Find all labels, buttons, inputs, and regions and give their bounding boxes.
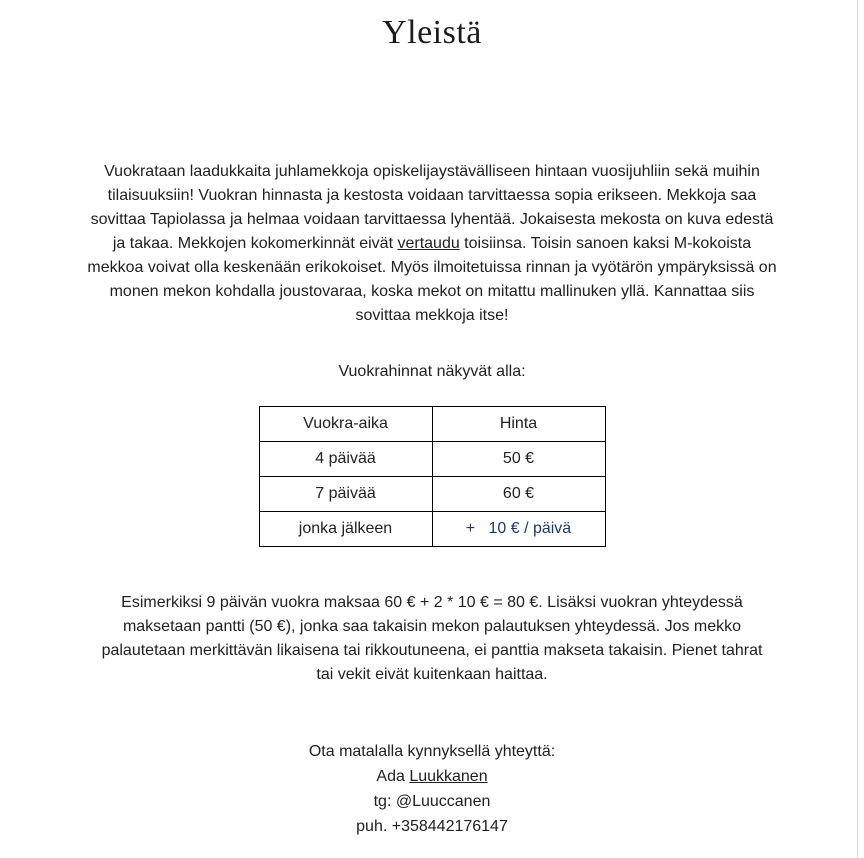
table-cell-price: + 10 € / päivä (432, 512, 605, 547)
contact-lastname-link[interactable]: Luukkanen (409, 768, 488, 785)
table-header-row (259, 407, 605, 442)
contact-block (0, 739, 864, 839)
intro-text-before-link: Vuokrataan laadukkaita juhlamekkoja opiskelijaystävälliseen hintaan vuosijuhliin sekä muihin tilaisuuksiin! Vuokran hinnasta ja kestosta voidaan tarvittaessa sopia erikseen. Mekkoja saa sovittaa Tapiolassa ja helmaa voidaan tarvittaessa lyhentää. Jokaisesta mekosta on kuva edestä ja takaa. Mekkojen kokomerkinnät eivät (90, 163, 774, 252)
page-title: Yleistä (382, 14, 482, 51)
intro-paragraph (85, 160, 779, 328)
table-header-price: Hinta (432, 407, 605, 442)
table-row (259, 512, 605, 547)
contact-heading: Ota matalalla kynnyksellä yhteyttä: (308, 743, 556, 760)
example-paragraph: Esimerkiksi 9 päivän vuokra maksaa 60 € + 2 * 10 € = 80 €. Lisäksi vuokran yhteydessä maksetaan pantti (50 €), jonka saa takaisin mekon palautuksen yhteydessä. Jos mekko palautetaan merkittävän likaisena tai rikkoutuneena, ei panttia makseta takaisin. Pienet tahrat tai vekit eivät kuitenkaan haittaa. (101, 594, 763, 683)
table-cell-price: 60 € (432, 477, 605, 512)
price-table (259, 406, 606, 547)
table-row (259, 442, 605, 477)
table-cell-period: 7 päivää (259, 477, 432, 512)
contact-name-line (0, 764, 864, 789)
contact-phone-line: puh. +358442176147 (356, 818, 508, 835)
table-header-period: Vuokra-aika (259, 407, 432, 442)
vertaudu-link[interactable]: vertaudu (397, 235, 460, 252)
page-edge-line (857, 0, 858, 858)
table-cell-price: 50 € (432, 442, 605, 477)
table-row (259, 477, 605, 512)
intro-text-after-link: toisiinsa. Toisin sanoen kaksi M-kokoista mekkoa voivat olla keskenään erikokoiset. Myös ilmoitetuissa rinnan ja vyötärön ympäryksissä on monen mekon kohdalla joustovaraa, koska mekot on mitattu mallinuken yllä. Kannattaa siis sovittaa mekkoja itse! (87, 235, 777, 324)
price-caption: Vuokrahinnat näkyvät alla: (338, 363, 526, 380)
table-cell-period: jonka jälkeen (259, 512, 432, 547)
table-cell-period: 4 päivää (259, 442, 432, 477)
contact-telegram-line: tg: @Luuccanen (373, 793, 491, 810)
contact-first-name: Ada (376, 768, 410, 785)
